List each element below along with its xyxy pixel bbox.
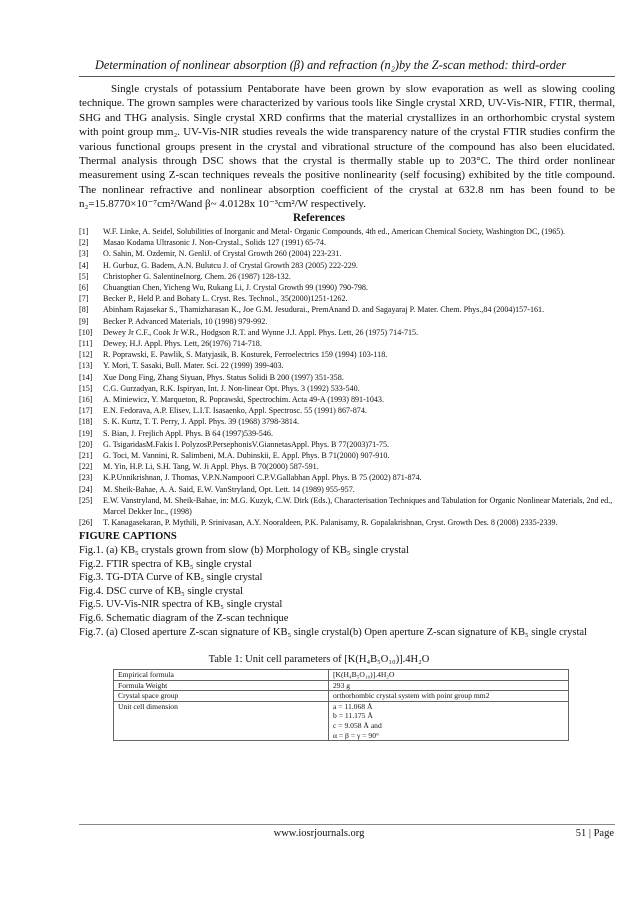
unit-cell-table: [113, 669, 569, 741]
table-cell-value: [329, 701, 569, 740]
figure-captions-list: [79, 544, 615, 639]
abstract-text: Single crystals of potassium Pentaborate have been grown by slow evaporation as well as slowing cooling technique. The grown samples were characterized by various tools like Single crystal XRD, UV-Vis-NIR, FTIR, thermal, SHG and THG analysis. Single crystal XRD confirms that the material crystallizes in an orthorhombic crystal system with point group mm₂. UV-Vis-NIR studies reveals the wide transparency nature of the crystal FTIR studies confirm the various functional groups present in the crystal and vibrational structure of the compound has also been elucidated. Thermal analysis through DSC shows that the crystal is thermally stable up to 203°C. The third order nonlinear measurement using Z-scan techniques reveals the positive nonlinearity (self focusing) exhibited by the title compound. The nonlinear refractive and nonlinear absorption coefficient of the crystal at 632.8 nm has been found to be n₂=15.8770×10⁻⁷cm²/Wand β~ 4.0128x 10⁻³cm²/W respectively.: [79, 83, 615, 211]
reference-number: [11]: [79, 339, 93, 349]
reference-text: M. Sheik-Bahae, A. A. Said, E.W. VanStryland, Opt. Lett. 14 (1989) 955-957.: [103, 484, 355, 494]
table-cell-value: orthorhombic crystal system with point group mm2: [329, 691, 569, 702]
reference-text: Abinham Rajasekar S., Thamizharasan K., Joe G.M. Jesudurai., PremAnand D. and Sagayaraj P. Mater. Chem. Phys.,84 (2004)157-161.: [103, 305, 545, 315]
reference-item: [79, 316, 615, 327]
reference-item: [79, 327, 615, 338]
table-row: [114, 680, 569, 691]
reference-item: [79, 360, 615, 371]
reference-item: [79, 260, 615, 271]
reference-item: [79, 282, 615, 293]
reference-text: Becker P., Held P. and Bohaty L. Cryst. Res. Technol., 35(2000)1251-1262.: [103, 294, 348, 304]
table-row: [114, 701, 569, 740]
reference-number: [20]: [79, 439, 93, 449]
figure-caption: Fig.7. (a) Closed aperture Z-scan signature of KB₅ single crystal(b) Open aperture Z-scan signature of KB₅ single crystal: [79, 626, 587, 638]
reference-text: H. Gurbuz, G. Badem, A.N. Bulutcu J. of Crystal Growth 283 (2005) 222-229.: [103, 260, 358, 270]
reference-number: [23]: [79, 473, 93, 483]
table-cell-label: Formula Weight: [114, 680, 329, 691]
reference-item: [79, 383, 615, 394]
reference-number: [4]: [79, 260, 89, 270]
reference-item: [79, 394, 615, 405]
reference-item: [79, 517, 615, 528]
footer-url[interactable]: www.iosrjournals.org: [273, 828, 365, 839]
reference-text: Christopher G. SalentineInorg. Chem. 26 (1987) 128-132.: [103, 271, 291, 281]
table-cell-label: Crystal space group: [114, 691, 329, 702]
reference-item: [79, 304, 615, 315]
unit-cell-c: c = 9.058 Å and: [333, 720, 382, 730]
reference-number: [26]: [79, 518, 93, 528]
reference-text: K.P.Unnikrishnan, J. Thomas, V.P.N.Nampoori C.P.V.Gallabhan Appl. Phys. B 75 (2002) 871-874.: [103, 473, 422, 483]
reference-number: [14]: [79, 372, 93, 382]
reference-text: Dewey Jr C.F., Cook Jr W.R., Hodgson R.T. and Wynne J.J. Appl. Phys. Lett, 26 (1975) 714-715.: [103, 327, 419, 337]
reference-text: Becker P. Advanced Materials, 10 (1998) 979-992.: [103, 316, 268, 326]
reference-text: Masao Kodama Ultrasonic J. Non-Crystal., Solids 127 (1991) 65-74.: [103, 238, 327, 248]
reference-number: [16]: [79, 395, 93, 405]
reference-number: [13]: [79, 361, 93, 371]
reference-text: S. Bian, J. Frejlich Appl. Phys. B 64 (1997)539-546.: [103, 428, 273, 438]
reference-number: [24]: [79, 484, 93, 494]
table-row: [114, 691, 569, 702]
reference-number: [3]: [79, 249, 89, 259]
unit-cell-b: b = 11.175 Å: [333, 711, 373, 721]
reference-text: A. Miniewicz, Y. Marqueton, R. Poprawski, Spectrochim. Acta 49-A (1993) 891-1043.: [103, 395, 384, 405]
reference-number: [1]: [79, 227, 89, 236]
figure-caption: Fig.4. DSC curve of KB₅ single crystal: [79, 585, 244, 597]
reference-text: Dewey, H.J. Appl. Phys. Lett, 26(1976) 714-718.: [103, 339, 262, 349]
running-header: Determination of nonlinear absorption (β) and refraction (n₂)by the Z-scan method: third-order: [95, 58, 567, 72]
reference-number: [21]: [79, 451, 93, 461]
reference-item: [79, 271, 615, 282]
reference-number: [17]: [79, 406, 93, 416]
reference-number: [15]: [79, 383, 93, 393]
reference-text: O. Sahin, M. Ozdemir, N. GenliJ. of Crystal Growth 260 (2004) 223-231.: [103, 249, 342, 259]
reference-item: [79, 293, 615, 304]
reference-text: W.F. Linke, A. Seidel, Solubilities of Inorganic and Metal- Organic Compounds, 4th ed., American Chemical Society, Washington DC, (1965).: [103, 227, 566, 236]
reference-item: [79, 416, 615, 427]
reference-item: [79, 226, 615, 237]
abstract-paragraph: [79, 82, 615, 212]
reference-item: [79, 248, 615, 259]
reference-text: G. TsigaridasM.Fakis I. PolyzosP.PersephonisV.GiannetasAppl. Phys. B 77(2003)71-75.: [103, 439, 390, 449]
reference-number: [22]: [79, 462, 93, 472]
figure-caption: Fig.6. Schematic diagram of the Z-scan technique: [79, 612, 289, 624]
reference-number: [18]: [79, 417, 93, 427]
table-cell-value: [K(H₄B₅O₁₀)].4H₂O: [329, 670, 569, 681]
reference-number: [25]: [79, 495, 93, 505]
reference-number: [9]: [79, 316, 89, 326]
reference-number: [12]: [79, 350, 93, 360]
reference-item: [79, 405, 615, 416]
reference-number: [5]: [79, 271, 89, 281]
reference-item: [79, 439, 615, 450]
footer-divider: [79, 824, 615, 825]
figure-caption: Fig.1. (a) KB₅ crystals grown from slow (b) Morphology of KB₅ single crystal: [79, 545, 409, 556]
page-number: 51 | Page: [575, 828, 614, 839]
references-heading: References: [293, 212, 345, 224]
reference-text: C.G. Gurzadyan, R.K. Ispiryan, Int. J. Non-linear Opt. Phys. 3 (1992) 533-540.: [103, 383, 360, 393]
reference-text: Xue Dong Fing, Zhang Siyuan, Phys. Status Solidi B 200 (1997) 351-358.: [103, 372, 344, 382]
reference-item: [79, 461, 615, 472]
references-list: [79, 226, 615, 528]
reference-item: [79, 450, 615, 461]
figure-caption: Fig.2. FTIR spectra of KB₅ single crystal: [79, 558, 252, 570]
reference-item: [79, 237, 615, 248]
figure-caption: Fig.5. UV-Vis-NIR spectra of KB₅ single crystal: [79, 599, 283, 611]
reference-text: G. Toci, M. Vannini, R. Salimbeni, M.A. Dubinskii, E. Appl. Phys. B 71(2000) 907-910.: [103, 451, 390, 461]
reference-text: Y. Mori, T. Sasaki, Bull. Mater. Sci. 22 (1999) 399-403.: [103, 361, 284, 371]
reference-text: M. Yin, H.P. Li, S.H. Tang, W. Ji Appl. Phys. B 70(2000) 587-591.: [103, 462, 319, 472]
reference-text: Chuangtian Chen, Yicheng Wu, Rukang Li, J. Crystal Growth 99 (1990) 790-798.: [103, 283, 368, 293]
unit-cell-angles: α = β = γ = 90°: [333, 730, 380, 740]
reference-number: [2]: [79, 238, 89, 248]
figure-caption: Fig.3. TG-DTA Curve of KB₅ single crystal: [79, 572, 263, 584]
table-cell-value: 293 g: [329, 680, 569, 691]
figure-captions-heading: FIGURE CAPTIONS: [79, 531, 177, 542]
reference-number: [10]: [79, 327, 93, 337]
table-row: [114, 670, 569, 681]
reference-item: [79, 349, 615, 360]
reference-number: [19]: [79, 428, 93, 438]
reference-item: [79, 338, 615, 349]
table-cell-label: Unit cell dimension: [114, 701, 329, 740]
unit-cell-a: a = 11.068 Å: [333, 701, 373, 711]
reference-number: [8]: [79, 305, 89, 315]
reference-item: [79, 372, 615, 383]
reference-text: E.N. Fedorava, A.P. Elisev, L.I.T. Isasaenko, Appl. Spectrosc. 55 (1991) 867-874.: [103, 406, 367, 416]
reference-text: E.W. Vanstryland, M. Sheik-Bahae, in: M.G. Kuzyk, C.W. Dirk (Eds.), Characterisation Techniques and Tabulation for Organic Nonlinear Materials, 2nd ed., Marcel Dekker Inc., (1998): [103, 495, 613, 517]
reference-item: [79, 495, 615, 517]
table-caption: Table 1: Unit cell parameters of [K(H₄B₅O₁₀)].4H₂O: [208, 654, 430, 665]
reference-item: [79, 484, 615, 495]
table-cell-label: Empirical formula: [114, 670, 329, 681]
reference-item: [79, 428, 615, 439]
reference-text: T. Kanagasekaran, P. Mythili, P. Srinivasan, A.Y. Nooraldeen, P.K. Palanisamy, R. Gopalakrishnan, Cryst. Growth Des. 8 (2008) 2335-2339.: [103, 518, 558, 528]
header-divider: [79, 76, 615, 77]
reference-text: R. Poprawski, E. Pawlik, S. Matyjasik, B. Kosturek, Ferroelectrics 159 (1994) 103-118.: [103, 350, 388, 360]
reference-text: S. K. Kurtz, T. T. Perry, J. Appl. Phys. 39 (1968) 3798-3814.: [103, 417, 300, 427]
reference-item: [79, 472, 615, 483]
reference-number: [7]: [79, 294, 89, 304]
reference-number: [6]: [79, 283, 89, 293]
